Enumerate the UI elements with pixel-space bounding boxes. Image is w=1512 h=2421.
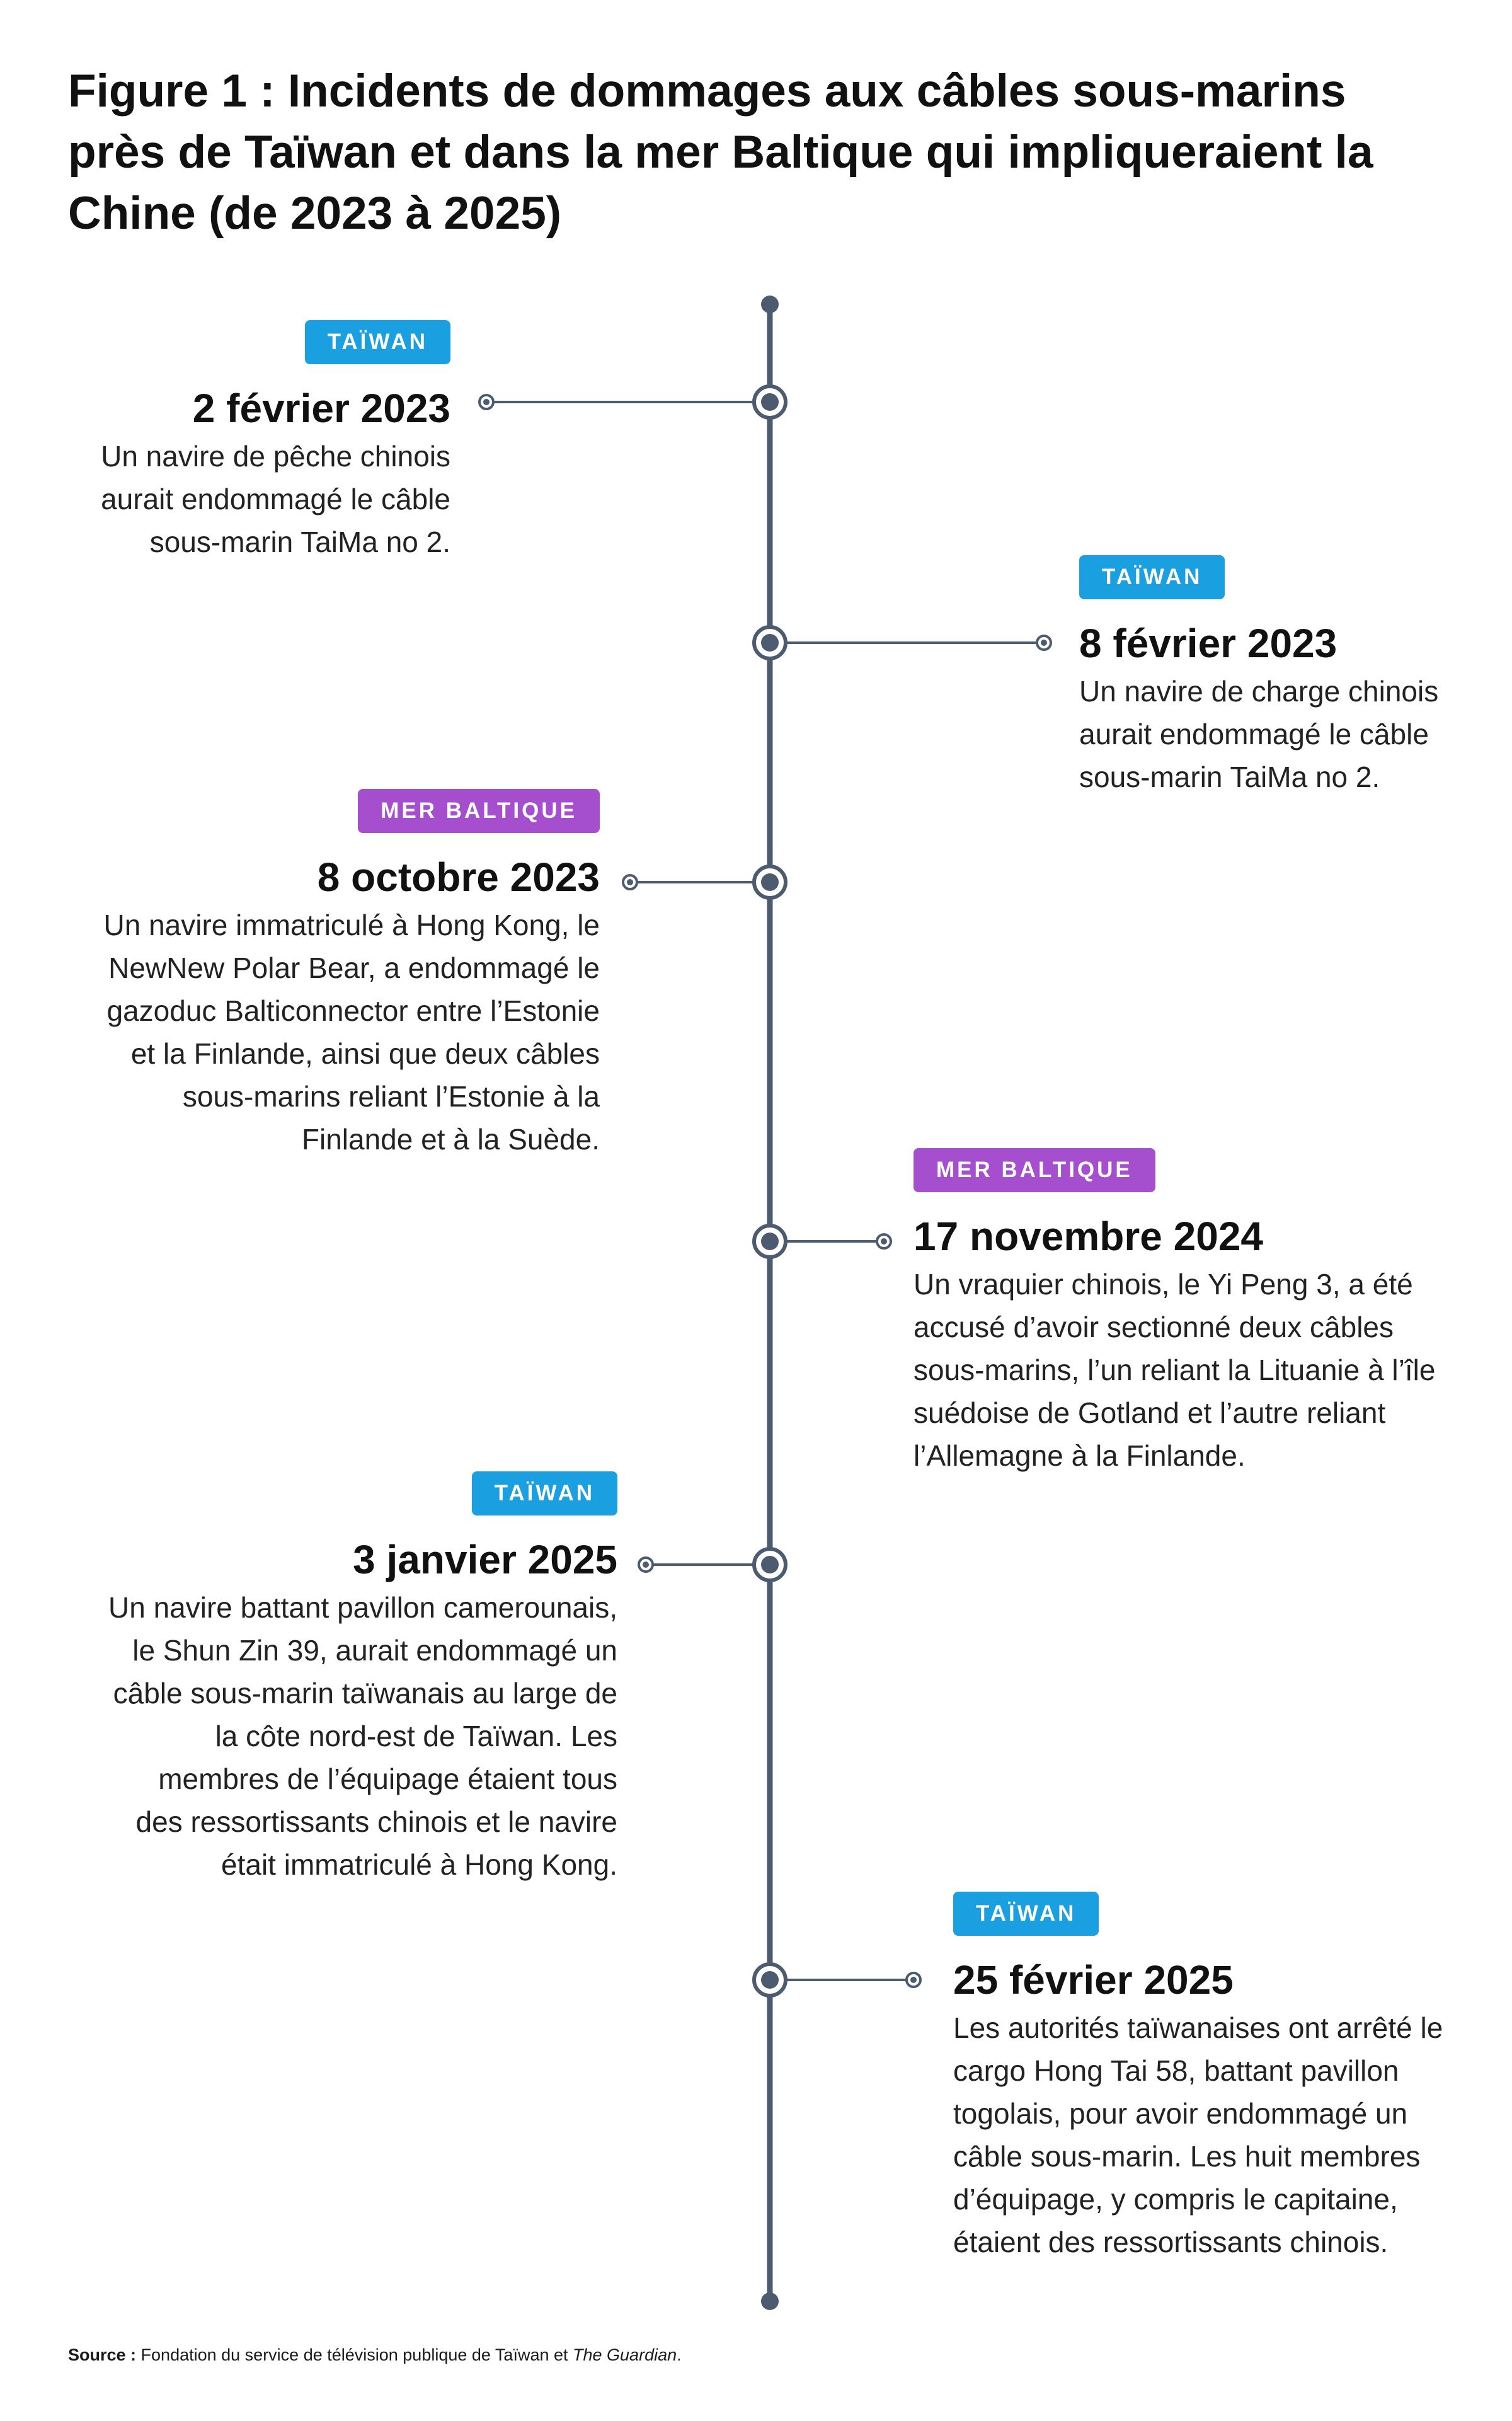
source-end: . [677, 2345, 682, 2364]
figure-number: Figure 1 : [68, 66, 275, 117]
source-label: Source : [68, 2345, 137, 2364]
timeline-end-dot [761, 2292, 779, 2310]
timeline-node-dot-3 [761, 873, 779, 891]
event-description: Un navire de pêche chinois aurait endommagé le câble sous-marin TaiMa no 2. [101, 440, 450, 558]
connector-end-dot-4 [881, 1238, 887, 1245]
timeline-node-dot-5 [761, 1556, 779, 1573]
timeline-node-dot-1 [761, 393, 779, 411]
source-text: Fondation du service de télévision publique de Taïwan et [140, 2345, 568, 2364]
timeline-node-dot-6 [761, 1971, 779, 1989]
event-description: Un navire immatriculé à Hong Kong, le NewNew Polar Bear, a endommagé le gazoduc Balticonnector entre l’Estonie et la Finlande, ainsi que deux câbles sous-marins reliant l’Estonie à la Finlande et à la Suède. [103, 909, 600, 1156]
event-date: 17 novembre 2024 [914, 1214, 1263, 1259]
event-description: Les autorités taïwanaises ont arrêté le cargo Hong Tai 58, battant pavillon togolais, pour avoir endommagé un câble sous-marin. Les huit membres d’équipage, y compris le capitaine, étaient des ressortissants chinois. [953, 2011, 1443, 2258]
region-badge: TAÏWAN [953, 1892, 1099, 1936]
event-description: Un navire de charge chinois aurait endommagé le câble sous-marin TaiMa no 2. [1079, 675, 1439, 793]
connector-end-dot-2 [1041, 640, 1047, 646]
region-badge: TAÏWAN [1079, 555, 1225, 599]
timeline-event [33, 789, 600, 1161]
event-date: 8 février 2023 [1079, 621, 1337, 666]
event-date: 2 février 2023 [192, 386, 450, 431]
event-date: 3 janvier 2025 [353, 1537, 617, 1582]
connector-end-dot-3 [627, 879, 633, 885]
timeline-event [50, 1471, 617, 1886]
source-italic: The Guardian [573, 2345, 677, 2364]
connector-end-dot-5 [643, 1561, 649, 1568]
connector-end-dot-6 [910, 1977, 917, 1983]
region-badge: MER BALTIQUE [914, 1148, 1155, 1192]
event-description: Un navire battant pavillon camerounais, le Shun Zin 39, aurait endommagé un câble sous-marin taïwanais au large de la côte nord-est de Taïwan. Les membres de l’équipage étaient tous des ressortissants chinois et le navire était immatriculé à Hong Kong. [108, 1591, 617, 1881]
timeline-event [914, 1148, 1480, 1477]
region-badge: TAÏWAN [472, 1471, 617, 1515]
source-note [68, 2345, 682, 2365]
timeline-event [1079, 555, 1489, 798]
timeline-node-dot-4 [761, 1233, 779, 1250]
region-badge: TAÏWAN [305, 320, 450, 364]
connector-end-dot-1 [483, 399, 490, 405]
timeline-event [0, 320, 450, 563]
timeline-start-dot [761, 296, 779, 313]
event-date: 25 février 2025 [953, 1957, 1234, 2003]
timeline-node-dot-2 [761, 634, 779, 652]
event-date: 8 octobre 2023 [317, 854, 600, 900]
timeline-event [953, 1892, 1495, 2263]
figure-title-text: Incidents de dommages aux câbles sous-marins près de Taïwan et dans la mer Baltique qui impliqueraient la Chine (de 2023 à 2025) [68, 66, 1373, 239]
region-badge: MER BALTIQUE [358, 789, 600, 833]
event-description: Un vraquier chinois, le Yi Peng 3, a été accusé d’avoir sectionné deux câbles sous-marins, l’un reliant la Lituanie à l’île suédoise de Gotland et l’autre reliant l’Allemagne à la Finlande. [914, 1268, 1436, 1472]
